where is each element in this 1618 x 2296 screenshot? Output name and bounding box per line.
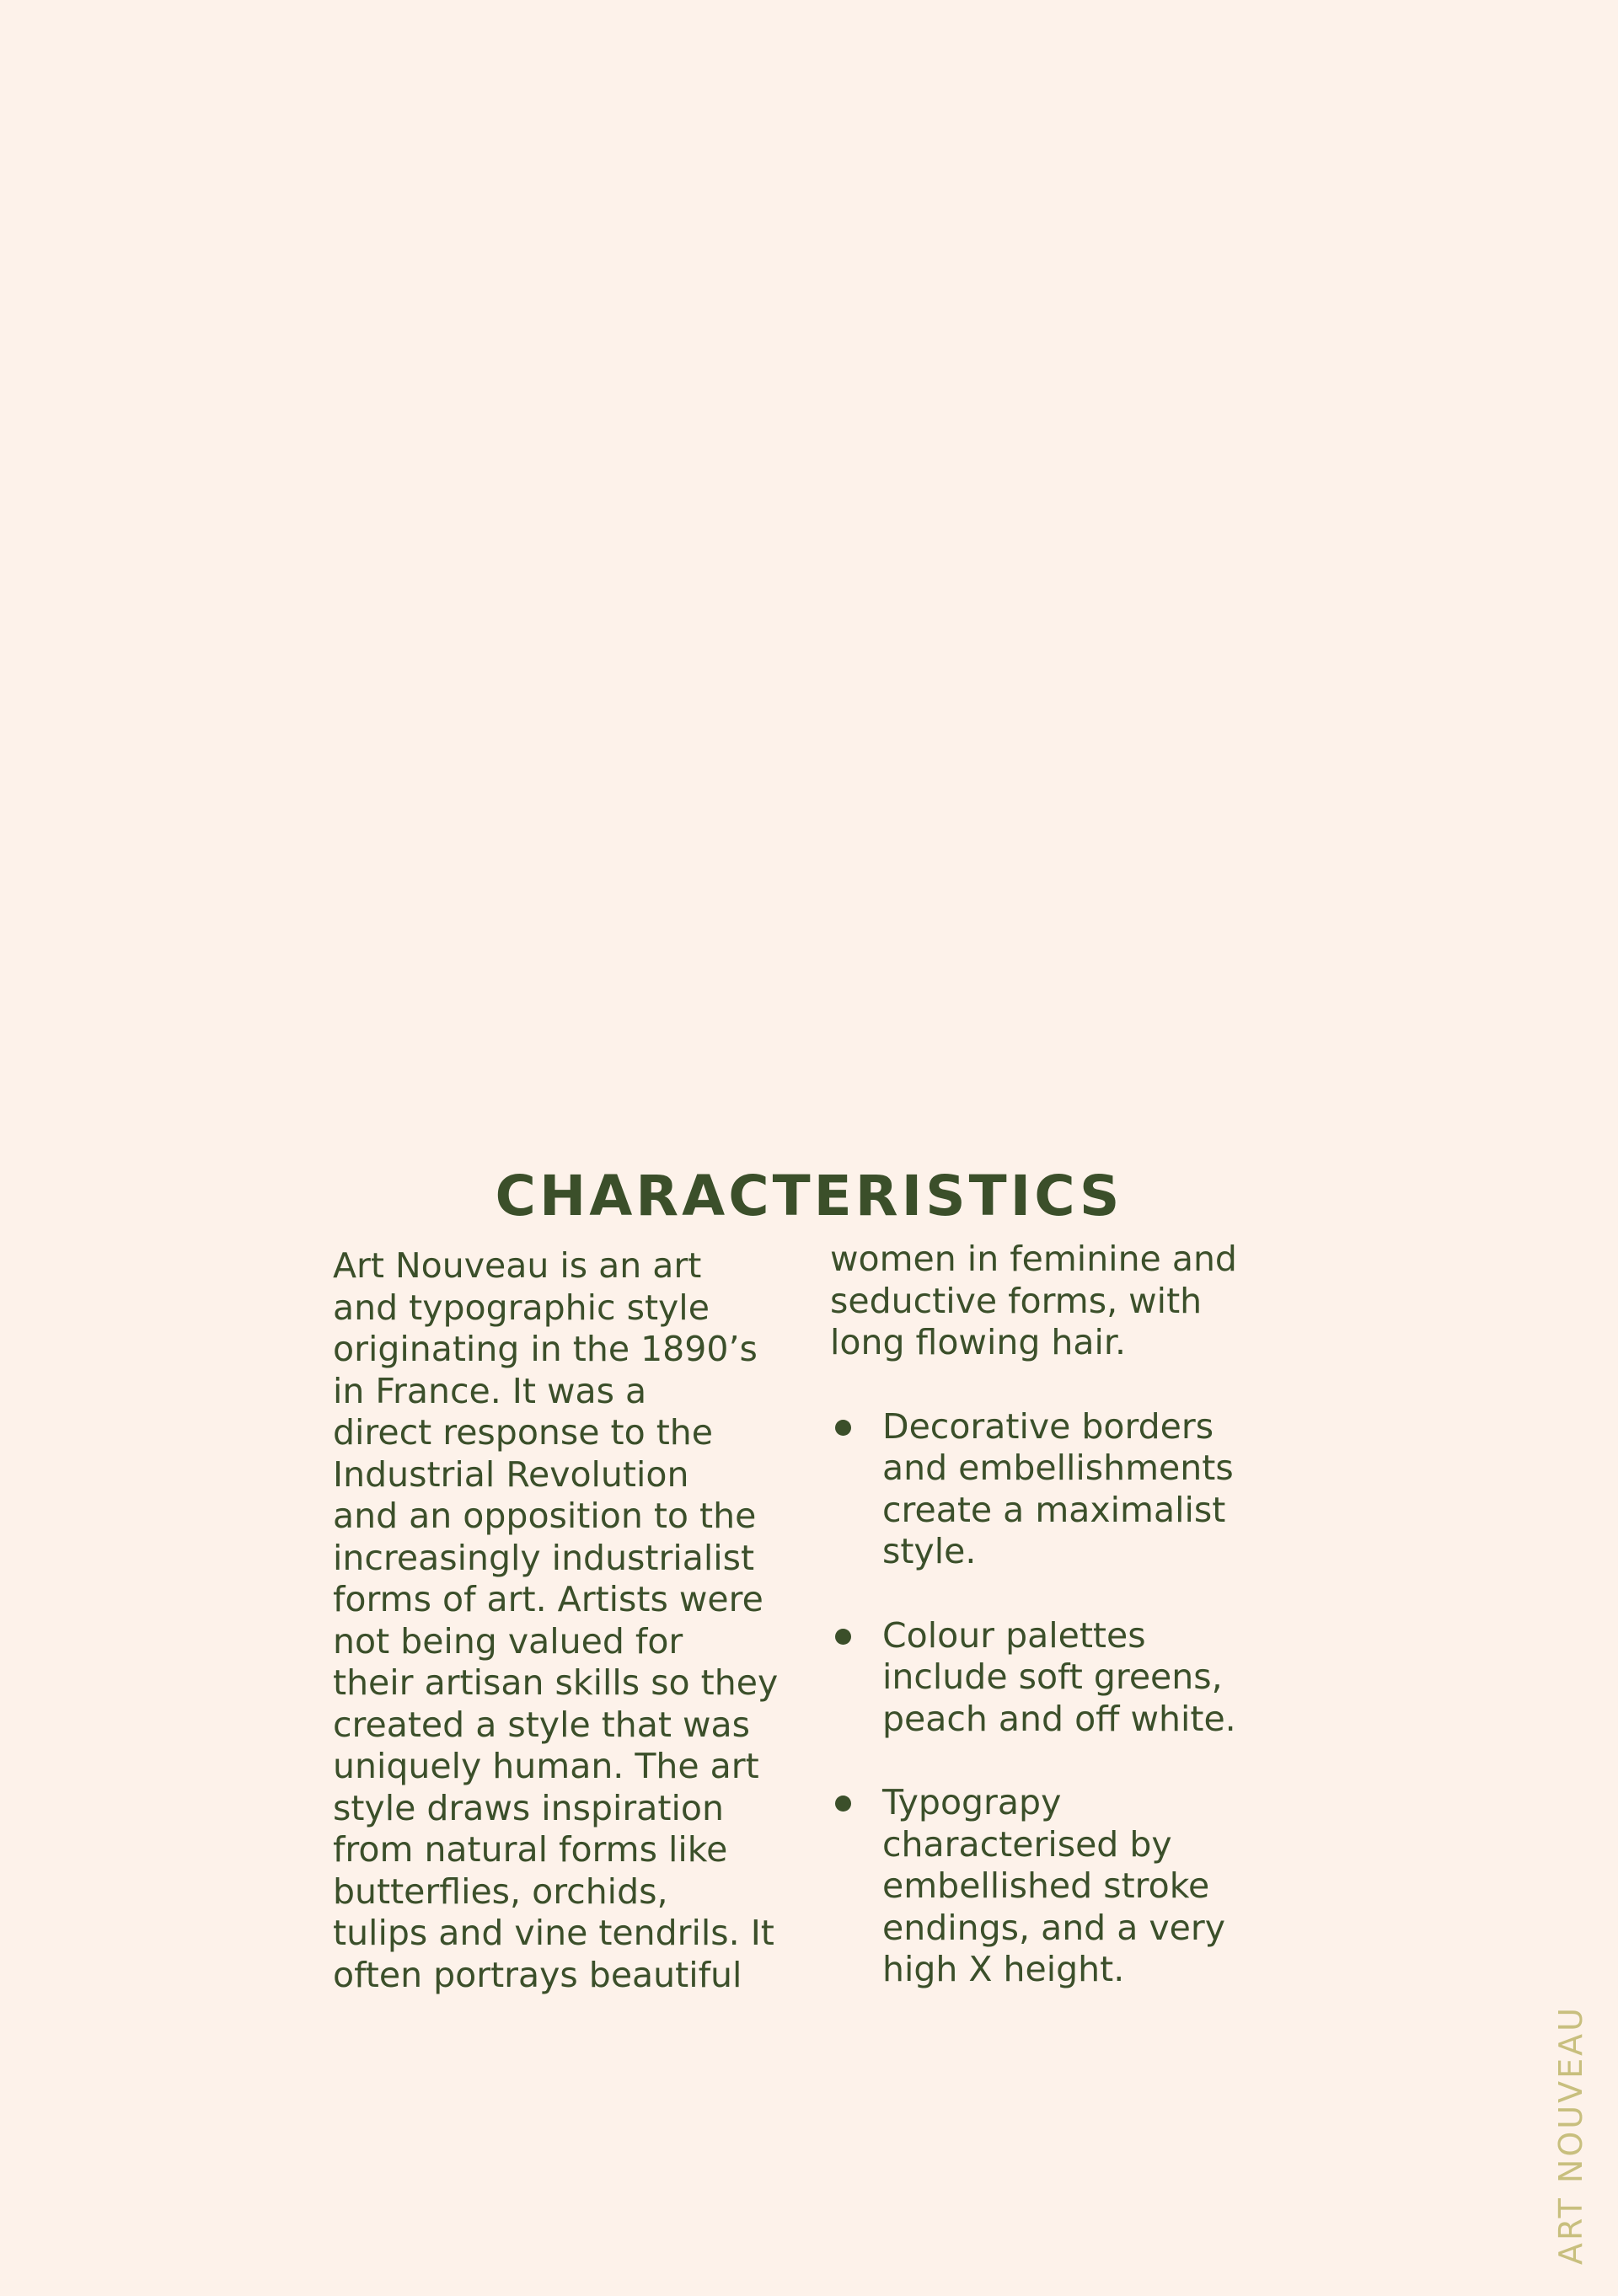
text-line: originating in the 1890’s (333, 1329, 758, 1369)
text-line: from natural forms like (333, 1829, 728, 1870)
text-line: include soft greens, (882, 1656, 1223, 1697)
right-column (830, 1239, 1268, 2033)
text-line: high X height. (882, 1949, 1125, 1989)
left-column (333, 1245, 788, 1996)
text-line: butterflies, orchids, (333, 1871, 668, 1912)
characteristics-list (830, 1406, 1268, 1991)
text-line: not being valued for (333, 1620, 683, 1662)
text-line: in France. It was a (333, 1370, 647, 1411)
text-line: direct response to the (333, 1412, 713, 1453)
text-line: Colour palettes (882, 1614, 1146, 1656)
list-item (830, 1782, 1268, 1991)
text-line: Industrial Revolution (333, 1453, 689, 1495)
text-line: style. (882, 1531, 977, 1571)
bullet-icon (835, 1796, 851, 1812)
list-item (830, 1615, 1268, 1741)
text-line: and embellishments (882, 1448, 1234, 1488)
text-line: and typographic style (333, 1287, 710, 1328)
page-title: CHARACTERISTICS (495, 1164, 1123, 1228)
text-line: Decorative borders (882, 1405, 1214, 1447)
text-line: Typograpy (882, 1782, 1062, 1822)
text-line: forms of art. Artists were (333, 1579, 763, 1619)
list-item (830, 1406, 1268, 1573)
text-line: characterised by (882, 1823, 1172, 1865)
text-line: long flowing hair. (830, 1322, 1127, 1362)
text-line: peach and off white. (882, 1698, 1236, 1739)
continuation-paragraph (830, 1239, 1268, 1364)
text-line: and an opposition to the (333, 1496, 757, 1536)
text-line: Art Nouveau is an art (333, 1245, 702, 1286)
text-line: create a maximalist (882, 1489, 1226, 1530)
text-line: their artisan skills so they (333, 1662, 779, 1703)
bullet-icon (835, 1629, 851, 1645)
intro-paragraph (333, 1245, 788, 1996)
text-line: women in feminine and (830, 1239, 1237, 1279)
text-line: tulips and vine tendrils. It (333, 1913, 774, 1953)
side-label: ART NOUVEAU (1552, 2005, 1589, 2265)
text-line: style draws inspiration (333, 1787, 724, 1828)
text-line: created a style that was (333, 1704, 751, 1745)
text-line: increasingly industrialist (333, 1537, 755, 1578)
text-line: often portrays beautiful (333, 1954, 742, 1995)
text-line: endings, and a very (882, 1907, 1225, 1948)
text-line: seductive forms, with (830, 1280, 1203, 1321)
text-line: embellished stroke (882, 1865, 1210, 1906)
bullet-icon (835, 1420, 851, 1436)
text-line: uniquely human. The art (333, 1746, 759, 1786)
